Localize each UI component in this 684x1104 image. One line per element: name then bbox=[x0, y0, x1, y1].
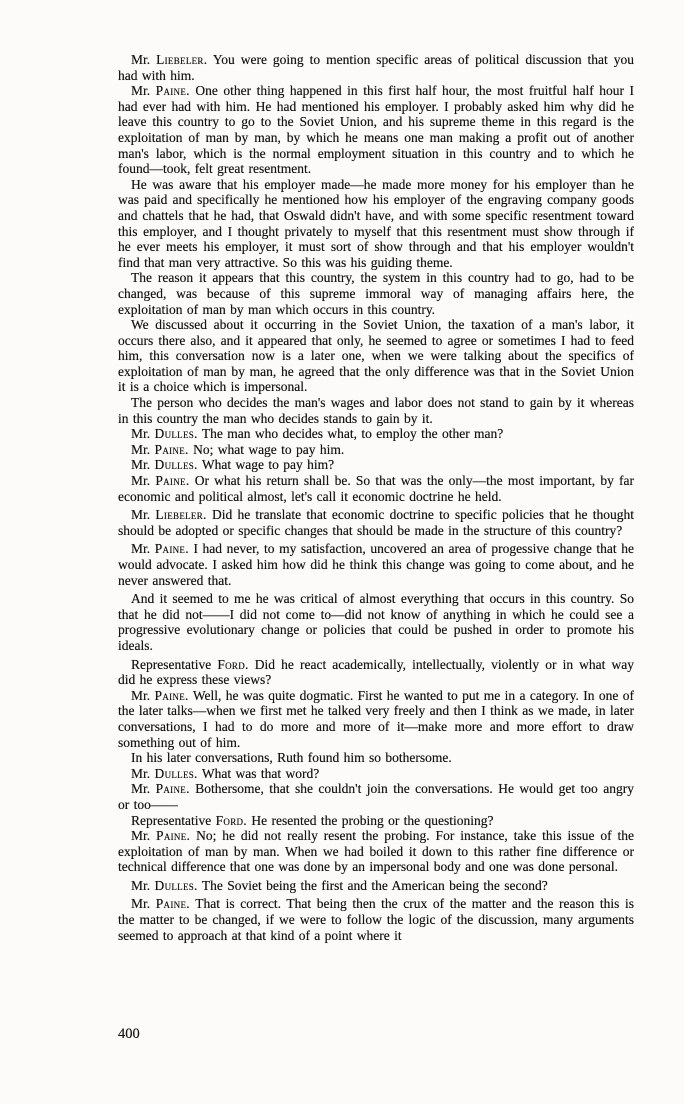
paragraph: Mr. Dulles. What was that word? bbox=[131, 765, 320, 781]
speaker-name: Paine. bbox=[156, 828, 191, 844]
paragraph: And it seemed to me he was critical of almost everything that occurs in this country. So that he did not——I did not come to—did not know of anything in which he could see a progressive evolutionary change or policies that could be pushed in order to promote his ideals. bbox=[118, 591, 634, 653]
paragraph: Mr. Paine. No; he did not really resent the probing. For instance, take this issue of the exploitation of man by man. When we had boiled it down to this rather fine difference or technical difference that one was done by an impersonal body and one was done personal. bbox=[118, 828, 634, 875]
speaker-name: Paine. bbox=[155, 896, 190, 912]
page-text bbox=[118, 52, 634, 943]
paragraph: Mr. Paine. I had never, to my satisfaction, uncovered an area of progessive change that he would advocate. I asked him how did he think this change was going to come about, and he never answered that. bbox=[118, 541, 634, 588]
page-number: 400 bbox=[118, 1026, 140, 1042]
speaker-name: Paine. bbox=[154, 441, 189, 457]
speaker-name: Dulles. bbox=[154, 765, 198, 781]
paragraph: In his later conversations, Ruth found him so bothersome. bbox=[131, 750, 452, 766]
speaker-name: Ford. bbox=[217, 656, 249, 672]
speaker-name: Dulles. bbox=[154, 877, 198, 893]
paragraph: Mr. Paine. Well, he was quite dogmatic. First he wanted to put me in a category. In one of the later talks—when we first met he talked very freely and then I think as we made, in later conversations, I had to do more and more of it—make more and more effort to draw something out of him. bbox=[118, 687, 634, 750]
paragraph: Representative Ford. Did he react academically, intellectually, violently or in what way did he express these views? bbox=[118, 656, 634, 688]
paragraph: Representative Ford. He resented the probing or the questioning? bbox=[131, 812, 494, 828]
paragraph: Mr. Paine. Or what his return shall be. So that was the only—the most important, by far economic and political almost, let's call it economic doctrine he held. bbox=[118, 473, 634, 504]
paragraph: Mr. Dulles. The Soviet being the first and the American being the second? bbox=[131, 877, 548, 893]
paragraph: The person who decides the man's wages and labor does not stand to gain by it whereas in this country the man who decides stands to gain by it. bbox=[118, 395, 634, 426]
speaker-name: Liebeler. bbox=[155, 507, 207, 523]
speaker-name: Ford. bbox=[215, 812, 247, 828]
paragraph: Mr. Dulles. What wage to pay him? bbox=[131, 457, 335, 473]
paragraph: Mr. Liebeler. Did he translate that economic doctrine to specific policies that he thought should be adopted or specific changes that should be made in the structure of this country? bbox=[118, 507, 634, 538]
paragraph: Mr. Paine. That is correct. That being then the crux of the matter and the reason this is the matter to be changed, if we were to follow the logic of the discussion, many arguments seemed to approach at that kind of a point where it bbox=[118, 896, 634, 943]
paragraph: Mr. Paine. Bothersome, that she couldn't join the conversations. He would get too angry or too—— bbox=[118, 781, 634, 812]
paragraph: Mr. Dulles. The man who decides what, to employ the other man? bbox=[131, 426, 504, 442]
speaker-name: Dulles. bbox=[154, 457, 198, 473]
paragraph: Mr. Paine. No; what wage to pay him. bbox=[131, 441, 345, 457]
paragraph: The reason it appears that this country, the system in this country had to go, had to be changed, was because of this supreme immoral way of managing affairs here, the exploitation of man by man which occurs in this country. bbox=[118, 270, 634, 317]
paragraph: He was aware that his employer made—he made more money for his employer than he was paid and specifically he mentioned how his employer of the engraving company goods and chattels that he had, that Oswald didn't have, and with some specific resentment toward this employer, and I thought privately to myself that this resentment must show through if he ever meets his employer, it must sort of show through and that his employer wouldn't find that man very attractive. So this was his guiding theme. bbox=[118, 176, 634, 270]
speaker-name: Paine. bbox=[155, 781, 190, 797]
speaker-name: Dulles. bbox=[154, 426, 198, 442]
speaker-name: Paine. bbox=[155, 83, 190, 99]
paragraph: Mr. Paine. One other thing happened in this first half hour, the most fruitful half hour I had ever had with him. He had mentioned his employer. I probably asked him why did he leave this country to go to the Soviet Union, and his supreme theme in this regard is the exploitation of man by man, by which he means one man making a profit out of another man's labor, which is the normal employment situation in this country and to which he found—took, felt great resentment. bbox=[118, 83, 634, 177]
paragraph: Mr. Liebeler. You were going to mention specific areas of political discussion that you had with him. bbox=[118, 52, 634, 83]
paragraph: We discussed about it occurring in the Soviet Union, the taxation of a man's labor, it occurs there also, and it appeared that only, he seemed to agree or sometimes I had to feed him, this conversation now is a later one, when we were talking about the specifics of exploitation of man by man, he agreed that the only difference was that in the Soviet Union it is a choice which is impersonal. bbox=[118, 317, 634, 395]
speaker-name: Paine. bbox=[154, 541, 189, 557]
speaker-name: Paine. bbox=[154, 687, 189, 703]
speaker-name: Liebeler. bbox=[156, 52, 208, 67]
speaker-name: Paine. bbox=[155, 473, 190, 489]
